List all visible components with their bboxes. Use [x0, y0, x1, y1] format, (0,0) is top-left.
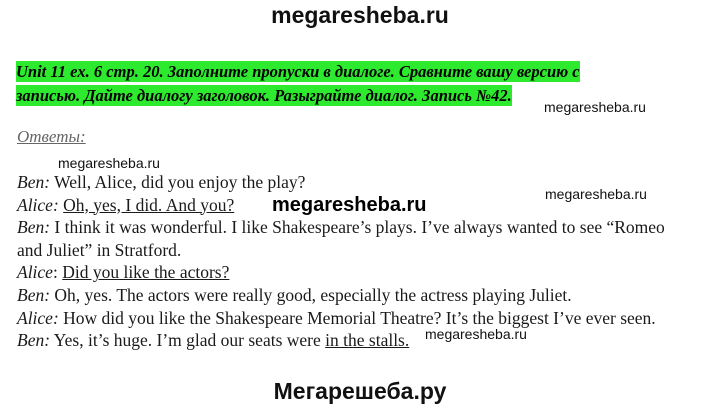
speaker: Alice: — [17, 194, 59, 215]
site-footer[interactable]: Мегарешеба.ру — [273, 378, 447, 404]
watermark: megaresheba.ru — [58, 155, 160, 171]
speaker: Ben: — [17, 284, 51, 305]
dialog-line — [17, 239, 707, 262]
line-text: I think it was wonderful. I like Shakespeare’s plays. I’ve always wanted to see “Romeo — [50, 217, 665, 238]
watermark-center: megaresheba.ru — [272, 194, 427, 216]
dialog — [17, 171, 707, 352]
line-text: Yes, it’s huge. I’m glad our seats were — [50, 330, 326, 351]
dialog-line — [17, 261, 707, 284]
dialog-line — [17, 329, 707, 352]
line-text: Well, Alice, did you enjoy the play? — [50, 172, 306, 192]
dialog-line — [17, 284, 707, 307]
line-text: and Juliet” in Stratford. — [17, 239, 182, 260]
answers-heading: Ответы: — [17, 127, 86, 146]
task-line-1: Unit 11 ex. 6 стр. 20. Заполните пропуски в диалоге. Сравните вашу версию с — [16, 62, 580, 81]
site-header[interactable]: megaresheba.ru — [271, 2, 449, 28]
speaker: Alice: — [17, 307, 59, 328]
watermark: megaresheba.ru — [544, 99, 646, 115]
filled-answer: in the stalls. — [325, 330, 410, 351]
watermark: megaresheba.ru — [425, 326, 527, 342]
dialog-line — [17, 307, 707, 330]
filled-answer: Did you like the actors? — [62, 262, 230, 283]
dialog-line — [17, 216, 707, 239]
separator: : — [52, 262, 63, 283]
line-text: How did you like the Shakespeare Memorial Theatre? It’s the biggest I’ve ever seen. — [58, 307, 656, 328]
dialog-line — [17, 171, 707, 194]
task-line-2: записью. Дайте диалогу заголовок. Разыграйте диалог. Запись №42. — [16, 86, 512, 105]
speaker: Ben: — [17, 217, 51, 238]
dialog-line — [17, 194, 707, 217]
speaker: Ben: — [17, 330, 51, 351]
speaker: Alice — [17, 262, 53, 283]
filled-answer: Oh, yes, I did. And you? — [63, 194, 235, 215]
speaker: Ben: — [17, 172, 51, 192]
watermark: megaresheba.ru — [545, 186, 647, 202]
line-text: Oh, yes. The actors were really good, especially the actress playing Juliet. — [50, 284, 572, 305]
